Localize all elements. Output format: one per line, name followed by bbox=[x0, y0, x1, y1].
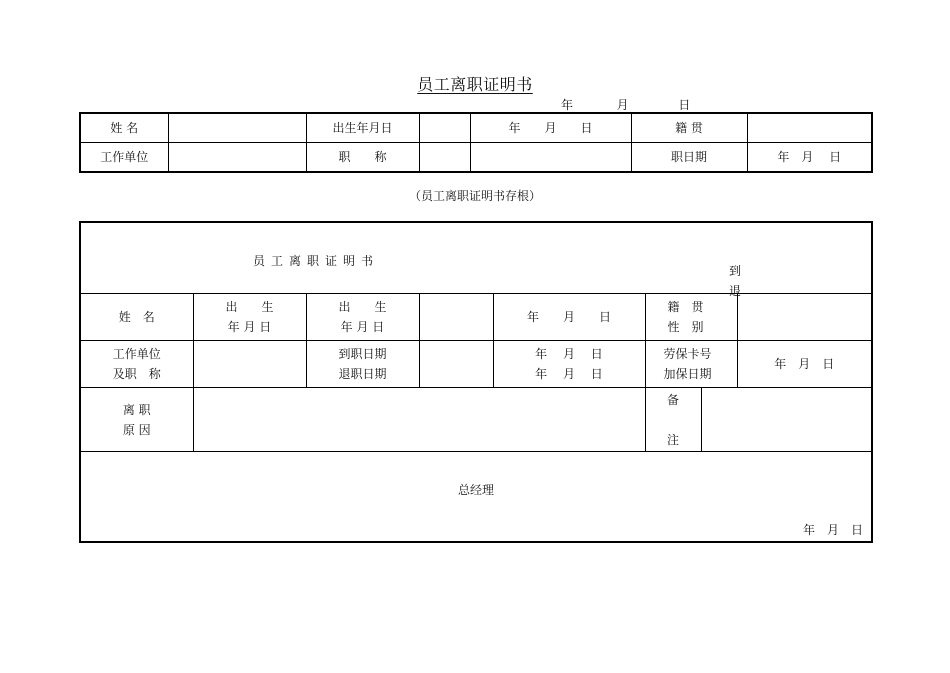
cert-row-1 bbox=[80, 294, 872, 341]
cert-reason-value[interactable] bbox=[193, 388, 645, 452]
stub-title-value[interactable] bbox=[419, 143, 470, 173]
cert-header-cell bbox=[80, 222, 872, 298]
stub-date-label: 职日期 bbox=[631, 143, 747, 173]
cert-side-chars bbox=[729, 261, 741, 301]
cert-date-value: 年 月 日 bbox=[493, 294, 645, 341]
cert-reason-label bbox=[80, 388, 193, 452]
cert-insurance-label bbox=[645, 341, 737, 388]
cert-row-3 bbox=[80, 388, 872, 452]
cert-header-row bbox=[80, 222, 872, 294]
cert-reason-line1: 离 职 bbox=[122, 402, 151, 417]
cert-unit-label bbox=[80, 341, 193, 388]
top-date-month: 月 bbox=[616, 98, 629, 112]
stub-name-value[interactable] bbox=[168, 113, 306, 143]
cert-manager-label: 总经理 bbox=[457, 483, 494, 497]
stub-birth-value[interactable] bbox=[419, 113, 470, 143]
cert-origin-line1: 籍 贯 bbox=[667, 300, 704, 314]
cert-origin-value[interactable] bbox=[737, 294, 872, 341]
side-char-2: 退 bbox=[729, 284, 742, 298]
stub-title-label: 职 称 bbox=[306, 143, 419, 173]
cert-unit-line1: 工作单位 bbox=[112, 347, 161, 361]
cert-dates-date bbox=[493, 341, 645, 388]
cert-unit-line2: 及职 称 bbox=[112, 367, 161, 381]
cert-footer-date: 年 月 日 bbox=[802, 523, 863, 537]
page-title: 员工离职证明书 bbox=[417, 75, 533, 94]
stub-birth-label: 出生年月日 bbox=[306, 113, 419, 143]
top-date bbox=[561, 96, 690, 113]
stub-unit-label: 工作单位 bbox=[80, 143, 168, 173]
cert-dates-line1: 到职日期 bbox=[338, 347, 387, 361]
cert-footer-row bbox=[80, 452, 872, 543]
cert-name-label: 姓 名 bbox=[80, 294, 193, 341]
cert-birth-b-line1: 出 生 bbox=[338, 300, 387, 314]
cert-origin-label bbox=[645, 294, 737, 341]
cert-remark-line1: 备 bbox=[666, 392, 679, 407]
stub-date-value: 年 月 日 bbox=[470, 113, 631, 143]
cert-header: 员工离职证明书 bbox=[252, 254, 379, 268]
top-date-year: 年 bbox=[561, 98, 574, 112]
stub-unit-value[interactable] bbox=[168, 143, 306, 173]
stub-table bbox=[79, 112, 873, 173]
stub-date2-value: 年 月 日 bbox=[747, 143, 872, 173]
side-char-1: 到 bbox=[729, 264, 742, 278]
cert-date-value-3: 年 月 日 bbox=[737, 341, 872, 388]
cert-dates-label bbox=[306, 341, 419, 388]
stub-caption: （员工离职证明书存根） bbox=[408, 189, 541, 203]
cert-date-value-2: 年 月 日 bbox=[535, 367, 603, 381]
cert-remark-line2: 注 bbox=[666, 432, 679, 447]
cert-ins-line2: 加保日期 bbox=[663, 367, 712, 381]
cert-birth-a-line2: 年 月 日 bbox=[227, 320, 272, 334]
cert-dates-value[interactable] bbox=[419, 341, 493, 388]
certificate-table bbox=[79, 221, 873, 543]
cert-birth-a-line1: 出 生 bbox=[225, 300, 274, 314]
stub-name-label: 姓 名 bbox=[80, 113, 168, 143]
cert-footer-cell bbox=[80, 452, 872, 543]
stub-origin-label: 籍 贯 bbox=[631, 113, 747, 143]
cert-ins-line1: 劳保卡号 bbox=[663, 347, 712, 361]
cert-unit-value[interactable] bbox=[193, 341, 306, 388]
cert-birth-value[interactable] bbox=[419, 294, 493, 341]
cert-dates-line2: 退职日期 bbox=[338, 367, 387, 381]
cert-remark-label bbox=[645, 388, 701, 452]
cert-date-value-1: 年 月 日 bbox=[535, 347, 603, 361]
cert-birth-b bbox=[306, 294, 419, 341]
stub-origin-value[interactable] bbox=[747, 113, 872, 143]
top-date-day: 日 bbox=[678, 98, 691, 112]
stub-row-2 bbox=[80, 143, 872, 173]
cert-birth-b-line2: 年 月 日 bbox=[340, 320, 385, 334]
cert-reason-line2: 原 因 bbox=[122, 422, 151, 437]
cert-row-2 bbox=[80, 341, 872, 388]
cert-origin-line2: 性 别 bbox=[667, 320, 704, 334]
stub-row-1 bbox=[80, 113, 872, 143]
stub-blank[interactable] bbox=[470, 143, 631, 173]
cert-birth-a bbox=[193, 294, 306, 341]
cert-remark-value[interactable] bbox=[701, 388, 872, 452]
